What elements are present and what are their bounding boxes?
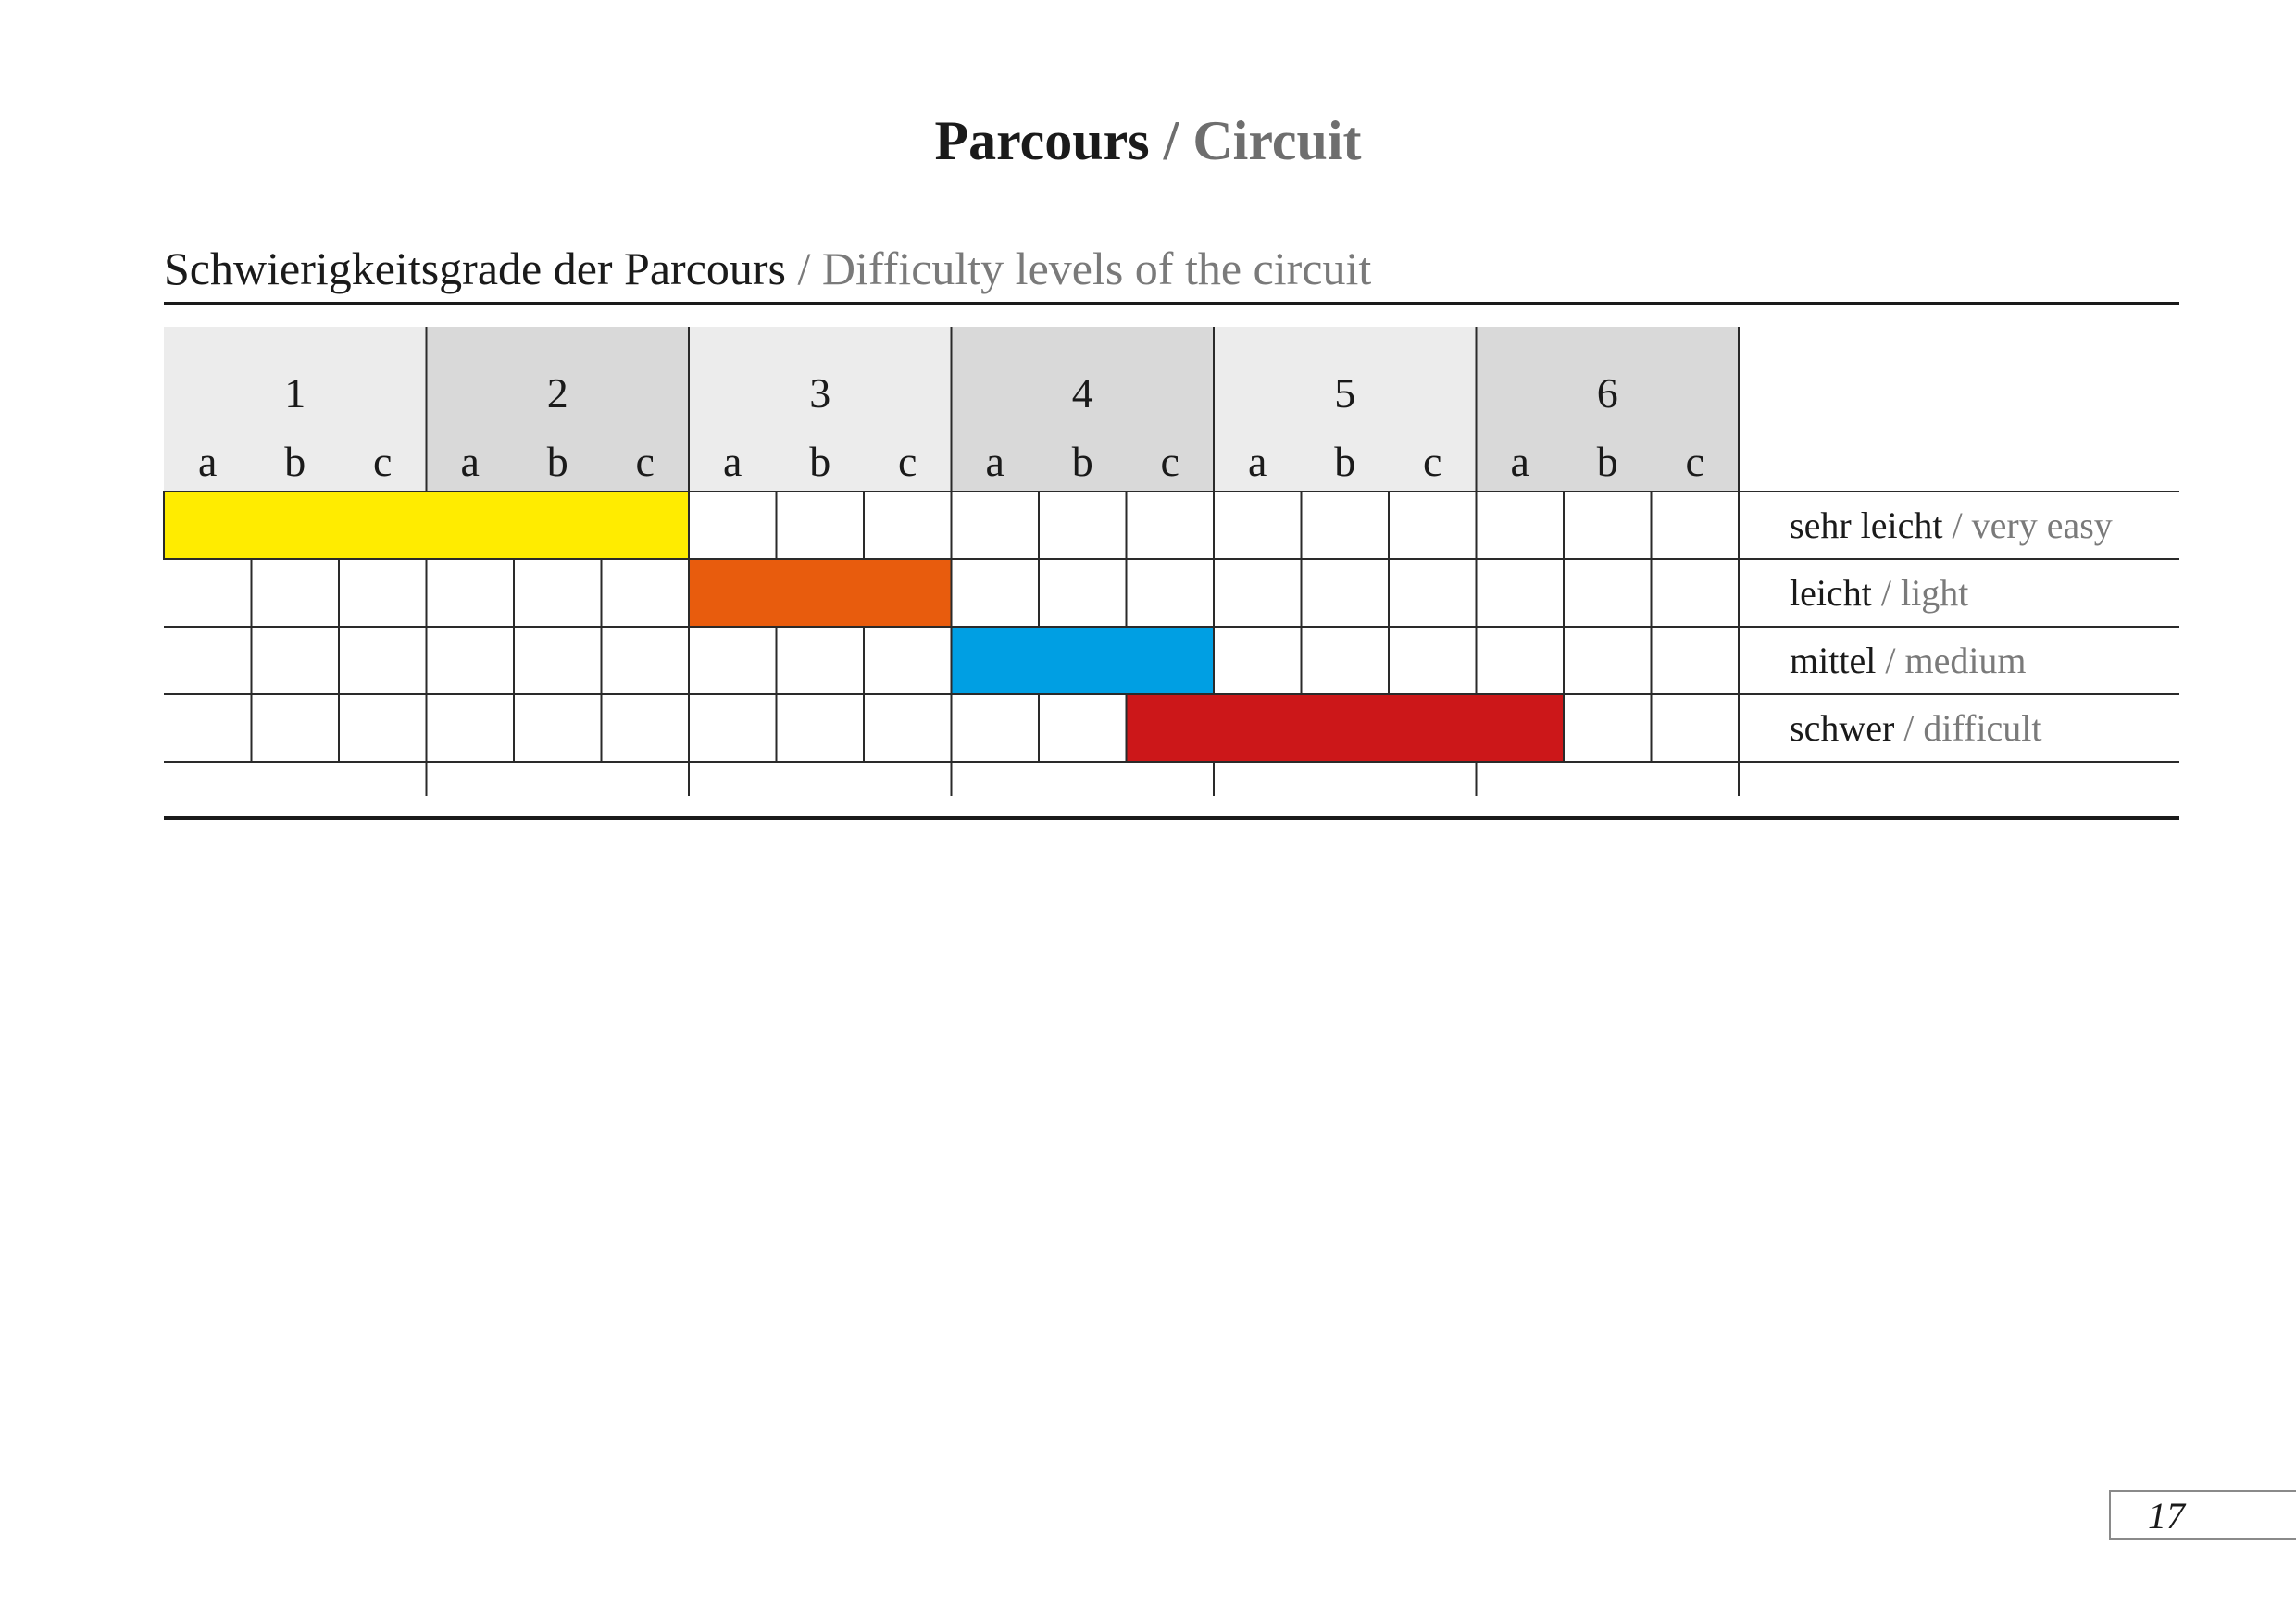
section-heading-separator: / bbox=[797, 243, 811, 294]
header-subcolumn-label: a bbox=[1510, 438, 1529, 485]
header-subcolumn-label: b bbox=[809, 438, 831, 485]
header-subcolumn-label: a bbox=[1248, 438, 1267, 485]
level-label-separator: / bbox=[1885, 639, 1896, 681]
title-english: Circuit bbox=[1192, 110, 1362, 171]
difficulty-bar bbox=[1127, 694, 1565, 762]
header-subcolumn-label: b bbox=[1071, 438, 1093, 485]
header-subcolumn-label: c bbox=[1685, 438, 1704, 485]
level-label-english: difficult bbox=[1923, 706, 2042, 749]
page-number: 17 bbox=[2148, 1495, 2185, 1537]
section-heading-german: Schwierigkeitsgrade der Parcours bbox=[164, 243, 786, 294]
header-subcolumn-label: b bbox=[1596, 438, 1618, 485]
level-label-german: sehr leicht bbox=[1790, 504, 1943, 546]
level-label-german: mittel bbox=[1790, 639, 1877, 681]
difficulty-bar bbox=[689, 559, 952, 627]
section-heading-english: Difficulty levels of the circuit bbox=[821, 243, 1372, 294]
level-label-english: very easy bbox=[1971, 504, 2113, 546]
level-label-difficult bbox=[1790, 705, 2042, 752]
title-separator: / bbox=[1163, 110, 1179, 171]
level-label-german: leicht bbox=[1790, 571, 1872, 614]
level-label-light bbox=[1790, 570, 1968, 616]
header-subcolumn-label: b bbox=[1334, 438, 1356, 485]
level-label-separator: / bbox=[1952, 504, 1963, 546]
header-subcolumn-label: a bbox=[198, 438, 218, 485]
header-subcolumn-label: c bbox=[898, 438, 917, 485]
difficulty-bar bbox=[952, 627, 1215, 694]
page-number-box bbox=[2109, 1490, 2296, 1540]
header-subcolumn-label: c bbox=[373, 438, 393, 485]
bottom-rule bbox=[164, 816, 2179, 820]
header-subcolumn-label: a bbox=[460, 438, 480, 485]
header-subcolumn-label: c bbox=[635, 438, 655, 485]
level-label-german: schwer bbox=[1790, 706, 1895, 749]
header-subcolumn-label: a bbox=[985, 438, 1004, 485]
header-subcolumn-label: a bbox=[723, 438, 742, 485]
header-subcolumn-label: b bbox=[546, 438, 568, 485]
title-german: Parcours bbox=[934, 110, 1150, 171]
header-group-label: 1 bbox=[284, 369, 306, 417]
level-label-english: medium bbox=[1904, 639, 2027, 681]
level-label-separator: / bbox=[1903, 706, 1915, 749]
header-group-label: 5 bbox=[1334, 369, 1356, 417]
header-subcolumn-label: b bbox=[284, 438, 306, 485]
header-subcolumn-label: c bbox=[1423, 438, 1442, 485]
header-group-label: 4 bbox=[1071, 369, 1093, 417]
header-group-label: 2 bbox=[546, 369, 568, 417]
header-group-label: 3 bbox=[809, 369, 831, 417]
difficulty-bar bbox=[164, 492, 689, 559]
level-label-separator: / bbox=[1880, 571, 1891, 614]
header-group-label: 6 bbox=[1596, 369, 1618, 417]
level-label-medium bbox=[1790, 638, 2027, 684]
level-label-very-easy bbox=[1790, 503, 2113, 549]
level-label-english: light bbox=[1900, 571, 1969, 614]
header-subcolumn-label: c bbox=[1160, 438, 1179, 485]
